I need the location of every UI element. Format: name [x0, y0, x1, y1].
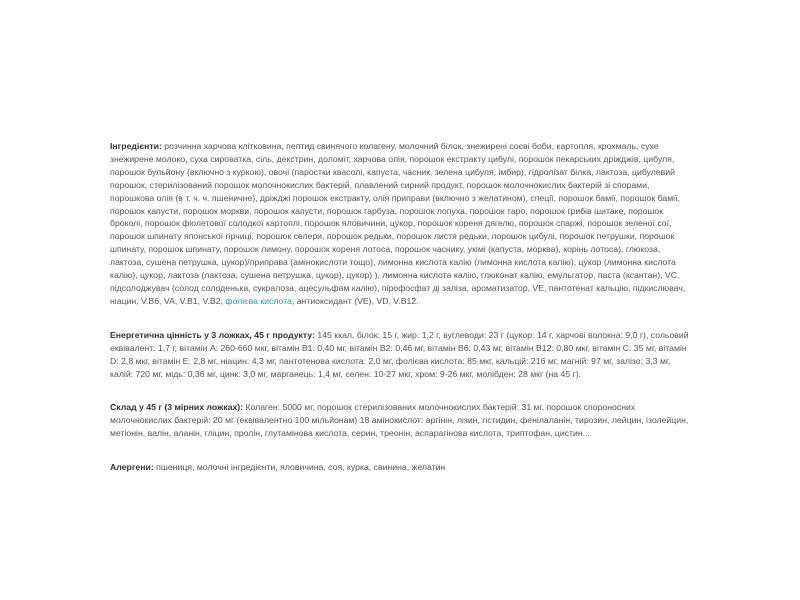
allergens-text: пшениця, молочні інгредієнти, яловичина, соя, курка, свинина, желатин: [153, 462, 446, 473]
energy-value-text: 145 ккал, білок: 15 г, жир: 1,2 г, вуглеводи: 23 г (цукор: 14 г, харчові волокна: 9,0 г), сольовий еквівалент: 1,7 г, вітамін А: 260-660 мкг, вітамін В1: 0,40 мг, вітамін В2: 0,46 мг, вітамін В6: 0,43 мг, вітамін В12: 0,80 мкг, вітамін С: 35 мг, вітамін D: 2,8 мкг, вітамін Е: 2,8 мг, ніацин: 4,3 мг, пантотенова кислота: 2,0 мг, фолієва кислота: 85 мкг, кальцій: 216 мг, магній: 97 мг, залізо: 3,3 мг, калій: 720 мг, мідь: 0,36 мг, цинк: 3,0 мг, марганець: 1,4 мг, селен: 10-27 мкг, хром: 9-26 мкг, молібден: 28 мкг (на 45 г).: [110, 329, 689, 379]
allergens-block: [110, 461, 692, 474]
energy-value-block: [110, 329, 692, 381]
allergens-label: Алергени:: [110, 462, 154, 473]
composition-block: [110, 401, 692, 440]
product-description: [110, 140, 692, 474]
composition-label: Склад у 45 г (3 мірних ложках):: [110, 402, 244, 413]
ingredients-text-end: , антиоксидант (VE), VD, V.B12.: [291, 295, 419, 306]
ingredients-text: розчинна харчова клітковина, пептид свинячого колагену, молочний білок, знежирені соєві боби, картопля, крохмаль, сухе знежирене молоко, суха сироватка, сіль, декстрин, доломіт, харчова олія, порошок екстракту цибулі, порошок пекарських дріжджів, цибуля, порошок бульйону (включно з куркою), овочі (паростки квасолі, капуста, часник, зелена цибуля, імбир), гідролізат білка, лактоза, цибулевий порошок, стерилізований порошок молочнокислих бактерій, плавлений сирний продукт, порошок молочнокислих бактерій зі спорами, порошкова олія (в т. ч. ч. пшеничне), дріжджі порошок екстракту, олія приправи (включно з желатином), спеції, порошок бамії, порошок бамії, порошок капусти, порошок моркви, порошок капусти, порошок гарбуза, порошок лопуха, порошок таро, порошок грибів шитаке, порошок броколі, порошок фіолетової солодкої картоплі, порошок яловичини, цукор, порошок кореня дягелю, порошок спаржі, порошок зеленої сої, порошок шпинату японської гірчиці, порошок селери, порошок редьки, порошок листя редьки, порошок цибулі, порошок петрушки, порошок шпинату, порошок шпинату, порошок лимону, порошок кореня лотоса, порошок часнику, укімі (капуста, морква), корінь лотоса), глюкоза, лактоза, сушена петрушка, цукор)/приправа (амінокислоти тощо), лимонна кислота калію (лимонна кислота калію), цукор (лимонна кислота калію), цукор, лактоза (лактоза, сушена петрушка, цукор), цукор) ), лимонна кислота калію, глюконат калію, емульгатор, паста (ксантан), VC, підсолоджувач (солод солоденька, сукралоза, ацесульфам калію), пірофосфат ді заліза, ароматизатор, VE, пантотенат кальцію, підкислювач, ніацин, V.B6, VA, V.B1, V.B2,: [110, 141, 686, 306]
ingredients-label: Інгредієнти:: [110, 141, 162, 151]
folic-acid-link[interactable]: фолієва кислота: [225, 295, 292, 306]
ingredients-block: [110, 140, 692, 308]
energy-value-label: Енергетична цінність у 3 ложках, 45 г продукту:: [110, 329, 315, 340]
composition-text: Колаген: 5000 мг, порошок стерилізованих молочнокислих бактерій: 31 мг, порошок спороносних молочнокислих бактерій: 20 мг (еквівалентно 100 мільйонам) 18 амінокислот: аргінін, лізин, гістидин, фенілаланін, тирозин, лейцин, ізолейцин, метіонін, валін, аланін, гліцин, пролін, глутамінова кислота, серин, треонін, аспарагінова кислота, триптофан, цистин...: [110, 402, 689, 439]
